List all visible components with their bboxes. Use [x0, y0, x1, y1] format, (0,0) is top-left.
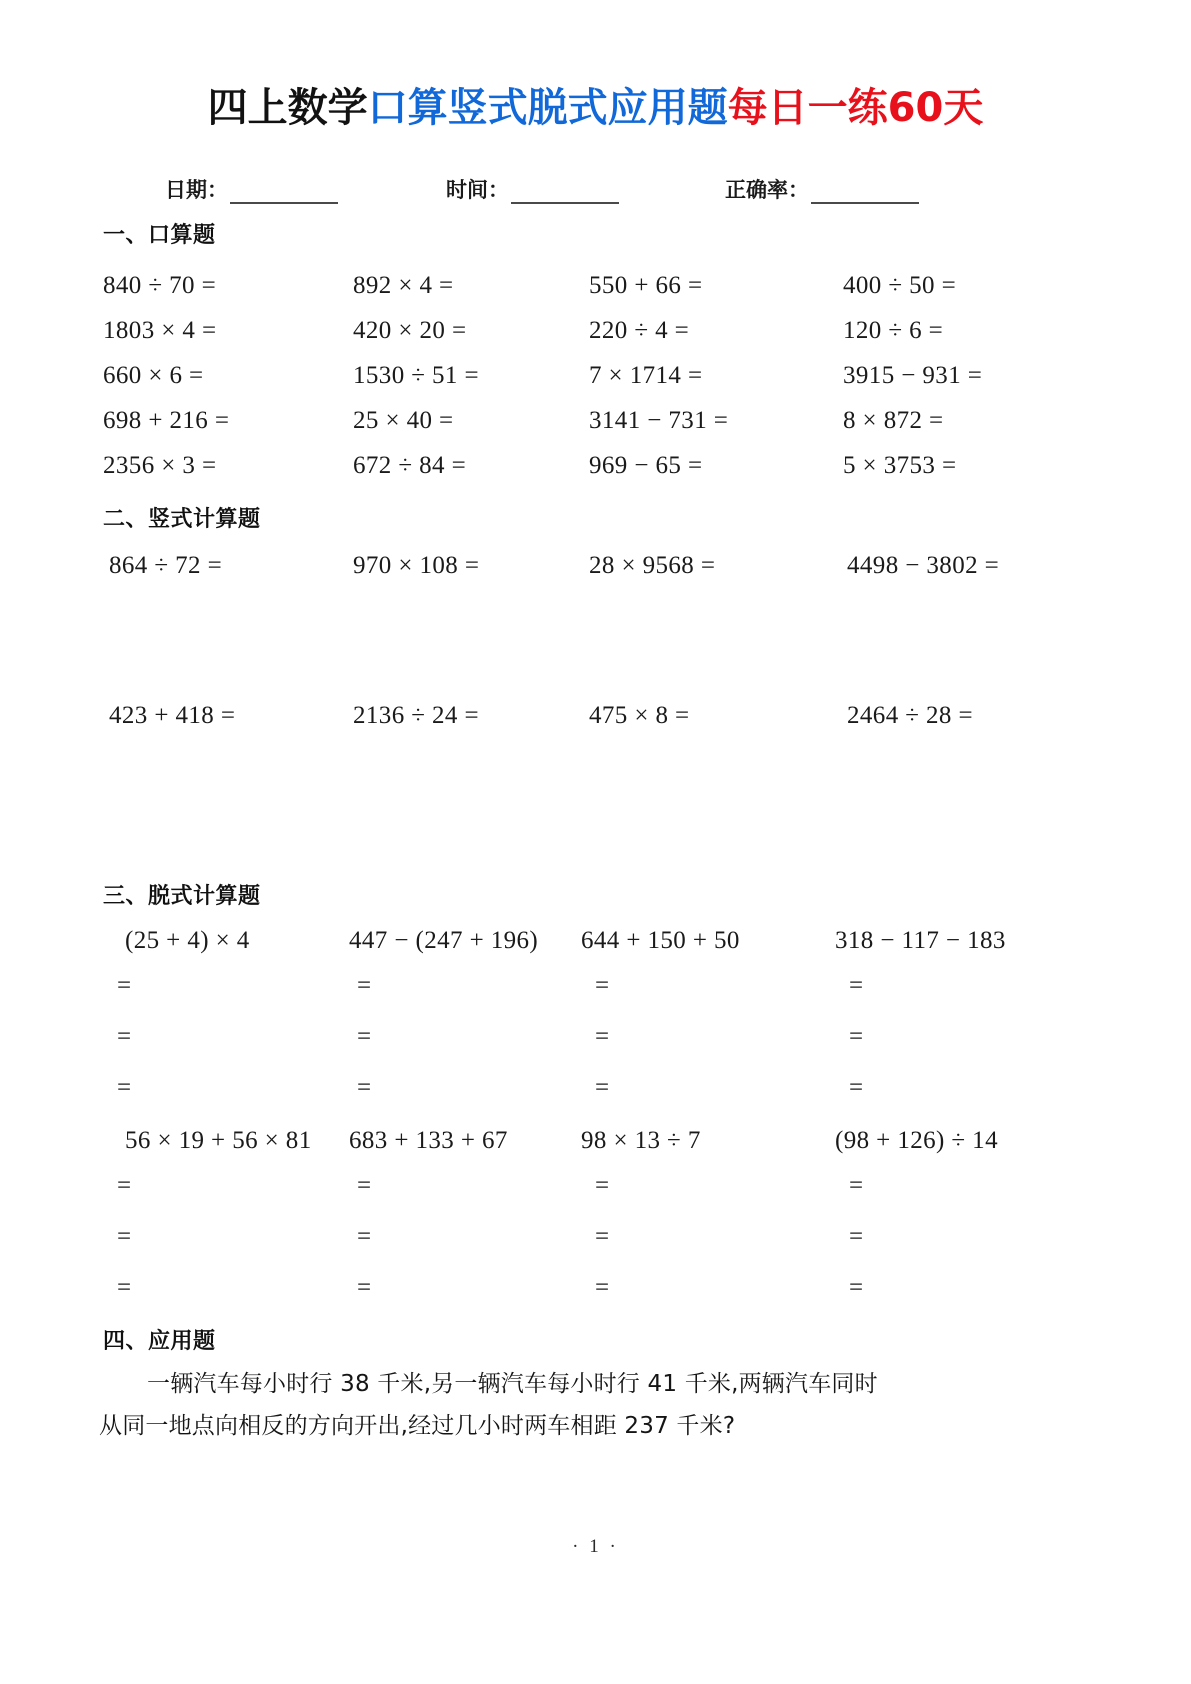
equals-sign: = [849, 1223, 864, 1250]
equals-sign: = [117, 1274, 132, 1301]
equals-sign: = [357, 1074, 372, 1101]
stepwise-problem: 447 − (247 + 196) [349, 927, 539, 954]
page-footer: · 1 · [572, 1536, 619, 1557]
accuracy-field[interactable] [725, 174, 919, 204]
section-heading-stepwise: 三、脱式计算题 [103, 884, 261, 909]
equals-sign: = [117, 1172, 132, 1199]
stepwise-expression-row-2 [103, 1124, 1096, 1157]
oral-problem: 550 + 66 = [589, 272, 703, 299]
stepwise-equals-row [103, 1066, 1096, 1110]
oral-problem: 698 + 216 = [103, 407, 230, 434]
word-problem-line-2: 从同一地点向相反的方向开出,经过几小时两车相距 237 千米? [99, 1413, 736, 1439]
vertical-problem: 475 × 8 = [589, 702, 690, 729]
equals-sign: = [117, 1223, 132, 1250]
word-problem-text [99, 1363, 1096, 1447]
equals-sign: = [595, 1023, 610, 1050]
time-blank[interactable] [511, 180, 619, 204]
equals-sign: = [595, 972, 610, 999]
accuracy-label: 正确率： [725, 178, 809, 202]
date-blank[interactable] [230, 180, 338, 204]
oral-problem: 1530 ÷ 51 = [353, 362, 479, 389]
section-heading-vertical: 二、竖式计算题 [103, 507, 261, 532]
oral-problem: 1803 × 4 = [103, 317, 217, 344]
title-segment-red: 每日一练60天 [727, 85, 984, 131]
equals-sign: = [357, 1223, 372, 1250]
accuracy-blank[interactable] [811, 180, 919, 204]
equals-sign: = [849, 1274, 864, 1301]
stepwise-problem: 98 × 13 ÷ 7 [581, 1127, 701, 1154]
vertical-problem-row-2 [103, 699, 1096, 733]
date-field[interactable] [165, 174, 338, 204]
equals-sign: = [357, 1274, 372, 1301]
oral-problem: 120 ÷ 6 = [843, 317, 944, 344]
vertical-problem: 423 + 418 = [109, 702, 236, 729]
equals-sign: = [849, 1172, 864, 1199]
equals-sign: = [595, 1172, 610, 1199]
oral-problem: 2356 × 3 = [103, 452, 217, 479]
vertical-problem: 4498 − 3802 = [847, 552, 1000, 579]
title-segment-black: 四上数学 [207, 85, 368, 131]
equals-sign: = [357, 1023, 372, 1050]
oral-problem: 420 × 20 = [353, 317, 467, 344]
vertical-problem: 2136 ÷ 24 = [353, 702, 479, 729]
equals-sign: = [595, 1074, 610, 1101]
oral-problem: 220 ÷ 4 = [589, 317, 690, 344]
time-field[interactable] [446, 174, 619, 204]
title-segment-blue: 口算竖式脱式应用题 [367, 85, 728, 131]
meta-row [95, 174, 1096, 204]
oral-problem: 840 ÷ 70 = [103, 272, 217, 299]
equals-sign: = [849, 972, 864, 999]
vertical-problem: 970 × 108 = [353, 552, 480, 579]
section-heading-oral: 一、口算题 [103, 223, 216, 248]
oral-problem-grid [103, 263, 1096, 488]
stepwise-problem: 644 + 150 + 50 [581, 927, 740, 954]
vertical-problem-row-1 [103, 549, 1096, 583]
equals-sign: = [117, 1074, 132, 1101]
equals-sign: = [117, 1023, 132, 1050]
stepwise-equals-row [103, 1266, 1096, 1310]
equals-sign: = [849, 1074, 864, 1101]
stepwise-problem: 318 − 117 − 183 [835, 927, 1006, 954]
vertical-problem: 864 ÷ 72 = [109, 552, 223, 579]
equals-sign: = [595, 1223, 610, 1250]
equals-sign: = [357, 1172, 372, 1199]
section-heading-word: 四、应用题 [103, 1329, 216, 1354]
vertical-problem: 28 × 9568 = [589, 552, 716, 579]
oral-problem: 3915 − 931 = [843, 362, 983, 389]
stepwise-equals-row [103, 1164, 1096, 1208]
oral-problem: 969 − 65 = [589, 452, 703, 479]
oral-problem: 5 × 3753 = [843, 452, 957, 479]
stepwise-problem: 683 + 133 + 67 [349, 1127, 508, 1154]
stepwise-problem: (25 + 4) × 4 [125, 927, 250, 954]
stepwise-expression-row-1 [103, 924, 1096, 957]
stepwise-equals-row [103, 964, 1096, 1008]
page-title [95, 86, 1096, 130]
time-label: 时间： [446, 178, 509, 202]
equals-sign: = [849, 1023, 864, 1050]
oral-problem: 400 ÷ 50 = [843, 272, 957, 299]
oral-problem: 7 × 1714 = [589, 362, 703, 389]
stepwise-problem: 56 × 19 + 56 × 81 [125, 1127, 312, 1154]
vertical-problem: 2464 ÷ 28 = [847, 702, 973, 729]
word-problem-line-1: 一辆汽车每小时行 38 千米,另一辆汽车每小时行 41 千米,两辆汽车同时 [147, 1371, 878, 1397]
stepwise-problem: (98 + 126) ÷ 14 [835, 1127, 998, 1154]
oral-problem: 660 × 6 = [103, 362, 204, 389]
equals-sign: = [595, 1274, 610, 1301]
stepwise-equals-row [103, 1215, 1096, 1259]
oral-problem: 892 × 4 = [353, 272, 454, 299]
oral-problem: 672 ÷ 84 = [353, 452, 467, 479]
equals-sign: = [357, 972, 372, 999]
stepwise-equals-row [103, 1015, 1096, 1059]
oral-problem: 25 × 40 = [353, 407, 454, 434]
equals-sign: = [117, 972, 132, 999]
oral-problem: 8 × 872 = [843, 407, 944, 434]
oral-problem: 3141 − 731 = [589, 407, 729, 434]
date-label: 日期： [165, 178, 228, 202]
